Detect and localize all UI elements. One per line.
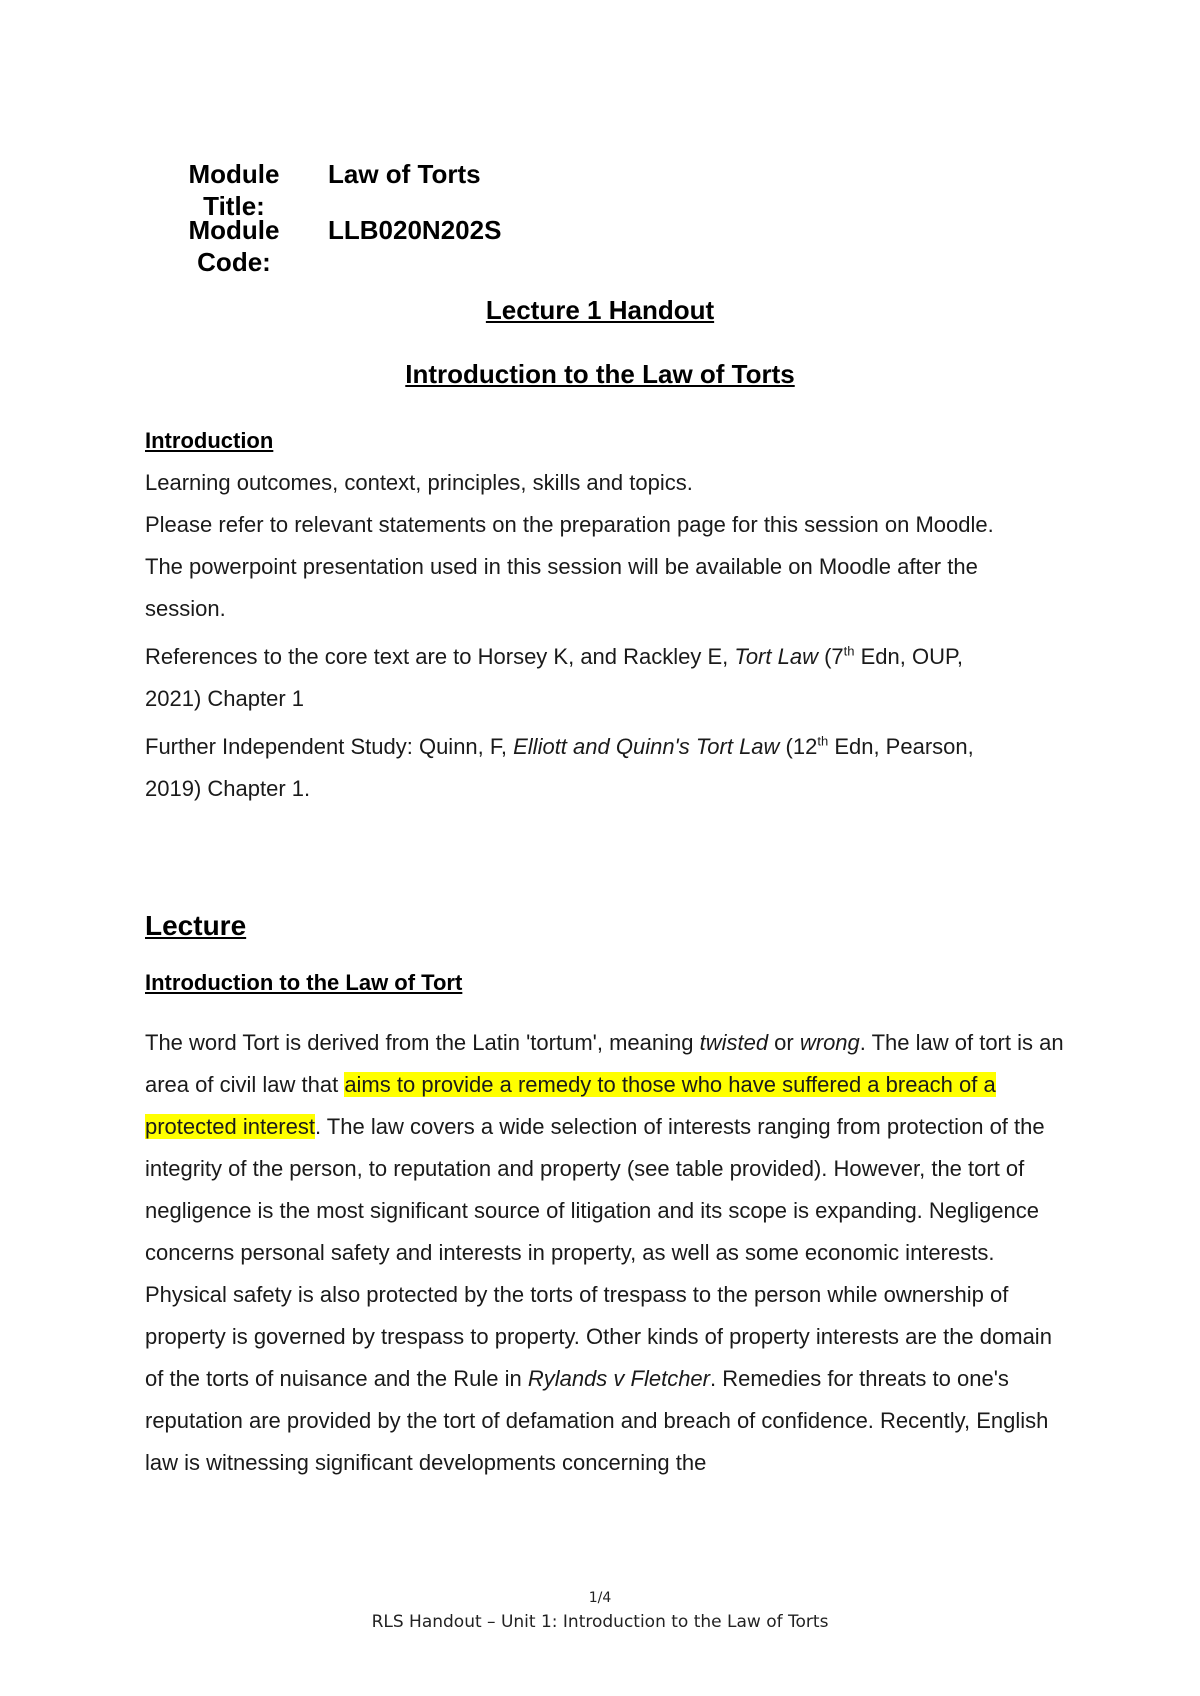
lecture-subheading: Introduction to the Law of Tort [145,970,463,995]
intro-line-1: Learning outcomes, context, principles, skills and topics. [145,470,693,495]
introduction-body [145,462,1025,810]
module-code-row [160,214,501,278]
module-code-label-line2: Code: [197,247,271,277]
module-title-row [160,158,481,222]
handout-title: Lecture 1 Handout [485,295,715,325]
lecture-heading: Lecture [145,910,247,941]
module-code-value: LLB020N202S [328,215,502,245]
module-code-label [160,214,308,278]
lecture-paragraph: The word Tort is derived from the Latin 'tortum', meaning twisted or wrong. The law of tort is an area of civil law that aims to provide a remedy to those who have suffered a breach of a protected interest. The law covers a wide selection of interests ranging from protection of the integrity of the person, to reputation and property (see table provided). However, the tort of negligence is the most significant source of litigation and its scope is expanding. Negligence concerns personal safety and interests in property, as well as some economic interests. Physical safety is also protected by the torts of trespass to the person while ownership of property is governed by trespass to property. Other kinds of property interests are the domain of the torts of nuisance and the Rule in Rylands v Fletcher. Remedies for threats to one's reputation are provided by the tort of defamation and breach of confidence. Recently, English law is witnessing significant developments concerning the [145,1030,1064,1475]
module-title-value: Law of Torts [328,159,481,189]
further-study-title: Elliott and Quinn's Tort Law [513,734,780,759]
highlighted-definition: aims to provide a remedy to those who have suffered a breach of a protected interest [145,1072,996,1139]
intro-line-3: The powerpoint presentation used in this session will be available on Moodle after the session. [145,554,978,621]
introduction-heading: Introduction [145,428,274,453]
further-study-reference: Further Independent Study: Quinn, F, Elliott and Quinn's Tort Law (12th Edn, Pearson, 2019) Chapter 1. [145,733,974,801]
footer-title: RLS Handout – Unit 1: Introduction to the Law of Torts [371,1612,829,1632]
module-code-label-line1: Module [188,215,280,245]
intro-line-2: Please refer to relevant statements on the preparation page for this session on Moodle. [145,512,994,537]
page-number: 1/4 [588,1590,612,1606]
core-text-reference: References to the core text are to Horsey K, and Rackley E, Tort Law (7th Edn, OUP, 2021) Chapter 1 [145,643,963,711]
module-title-label: Module Title: [188,159,280,221]
handout-subtitle: Introduction to the Law of Torts [405,359,795,389]
case-name: Rylands v Fletcher [527,1366,710,1391]
core-text-title: Tort Law [734,644,818,669]
